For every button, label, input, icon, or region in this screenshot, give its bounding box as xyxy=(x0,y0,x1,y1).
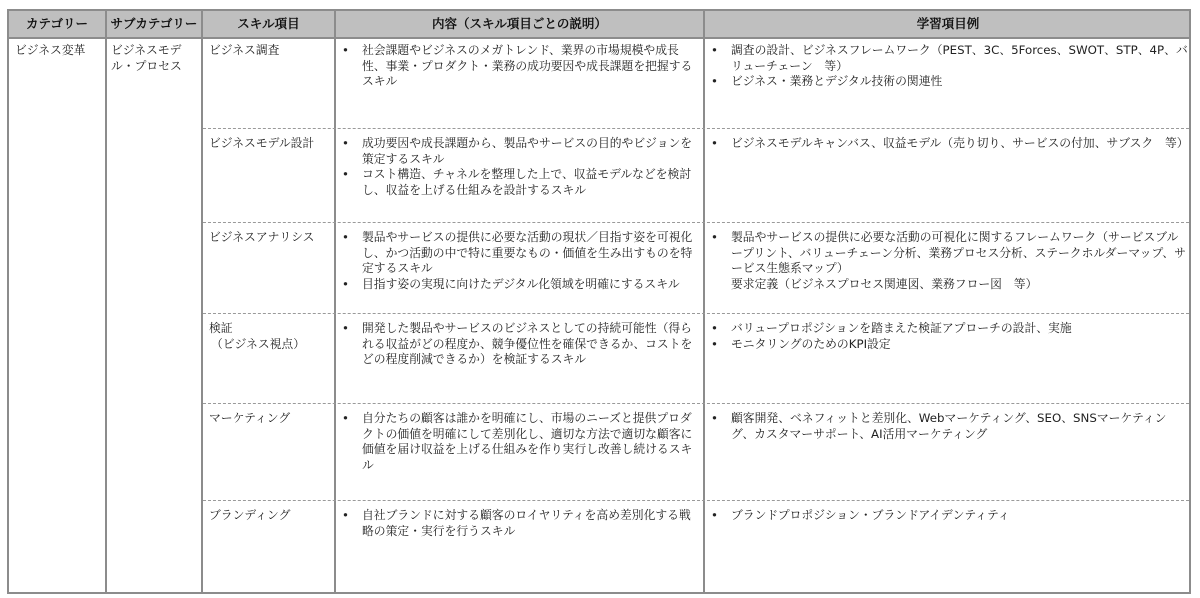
list-item: • ブランドプロポジション・ブランドアイデンティティ xyxy=(707,508,1189,524)
description-cell xyxy=(338,508,700,539)
list-item: • 目指す姿の実現に向けたデジタル化領域を明確にするスキル xyxy=(338,277,700,293)
column-divider xyxy=(703,11,705,592)
table-header xyxy=(9,11,1189,39)
examples-cell xyxy=(707,411,1189,442)
list-item: • 調査の設計、ビジネスフレームワーク（PEST、3C、5Forces、SWOT、STP、4P、バリューチェーン 等） xyxy=(707,43,1189,74)
examples-cell xyxy=(707,136,1189,152)
description-cell xyxy=(338,230,700,292)
list-item: • 開発した製品やサービスのビジネスとしての持続可能性（得られる収益がどの程度か、競争優位性を確保できるか、コストをどの程度削減できるか）を検証するスキル xyxy=(338,321,700,368)
skill-cell: ビジネスモデル設計 xyxy=(209,136,315,150)
row-separator xyxy=(203,313,1189,314)
subcategory-cell: ビジネスモデル・プロセス xyxy=(111,43,182,73)
skill-cell: ビジネスアナリシス xyxy=(209,230,315,244)
list-item: • ビジネス・業務とデジタル技術の関連性 xyxy=(707,74,1189,90)
examples-cell xyxy=(707,508,1189,524)
list-item: • 自社ブランドに対する顧客のロイヤリティを高め差別化する戦略の策定・実行を行うスキル xyxy=(338,508,700,539)
column-divider xyxy=(201,11,203,592)
list-item: • 顧客開発、ベネフィットと差別化、Webマーケティング、SEO、SNSマーケティング、カスタマーサポート、AI活用マーケティング xyxy=(707,411,1189,442)
description-cell xyxy=(338,136,700,198)
description-cell xyxy=(338,321,700,368)
list-item: • 社会課題やビジネスのメガトレンド、業界の市場規模や成長性、事業・プロダクト・業務の成功要因や成長課題を把握するスキル xyxy=(338,43,700,90)
description-cell xyxy=(338,411,700,473)
row-separator xyxy=(203,500,1189,501)
list-item: • 製品やサービスの提供に必要な活動の現状／目指す姿を可視化し、かつ活動の中で特に重要なもの・価値を生み出すものを特定するスキル xyxy=(338,230,700,277)
examples-cell xyxy=(707,321,1189,352)
skill-line: （ビジネス視点） xyxy=(211,336,306,351)
category-cell: ビジネス変革 xyxy=(15,43,86,57)
row-separator xyxy=(203,128,1189,129)
header-subcategory: サブカテゴリー xyxy=(110,16,198,31)
skill-cell: ブランディング xyxy=(209,508,291,522)
skill-line: 検証 xyxy=(209,321,233,335)
skills-table xyxy=(7,9,1191,594)
list-item: • バリュープロポジションを踏まえた検証アプローチの設計、実施 xyxy=(707,321,1189,337)
row-separator xyxy=(203,222,1189,223)
examples-cell xyxy=(707,43,1189,90)
header-examples: 学習項目例 xyxy=(916,16,980,31)
header-description: 内容（スキル項目ごとの説明） xyxy=(432,16,607,31)
skill-cell xyxy=(209,321,331,352)
skill-cell: マーケティング xyxy=(209,411,291,425)
column-divider xyxy=(334,11,336,592)
list-item: • ビジネスモデルキャンバス、収益モデル（売り切り、サービスの付加、サブスク 等） xyxy=(707,136,1189,152)
header-skill: スキル項目 xyxy=(237,16,300,31)
list-item: • モニタリングのためのKPI設定 xyxy=(707,337,1189,353)
header-category: カテゴリー xyxy=(25,16,88,31)
list-item: • 製品やサービスの提供に必要な活動の可視化に関するフレームワーク（サービスブループリント、バリューチェーン分析、業務プロセス分析、ステークホルダーマップ、サービス生態系マップ） xyxy=(707,230,1189,277)
column-divider xyxy=(105,11,107,592)
list-item: • 成功要因や成長課題から、製品やサービスの目的やビジョンを策定するスキル xyxy=(338,136,700,167)
examples-cell xyxy=(707,230,1189,292)
list-item: 要求定義（ビジネスプロセス関連図、業務フロー図 等） xyxy=(731,276,1038,291)
list-item: • 自分たちの顧客は誰かを明確にし、市場のニーズと提供プロダクトの価値を明確にして差別化し、適切な方法で適切な顧客に価値を届け収益を上げる仕組みを作り実行し改善し続けるスキル xyxy=(338,411,700,473)
description-cell xyxy=(338,43,700,90)
list-item: • コスト構造、チャネルを整理した上で、収益モデルなどを検討し、収益を上げる仕組みを設計するスキル xyxy=(338,167,700,198)
row-separator xyxy=(203,403,1189,404)
skill-cell: ビジネス調査 xyxy=(209,43,280,57)
